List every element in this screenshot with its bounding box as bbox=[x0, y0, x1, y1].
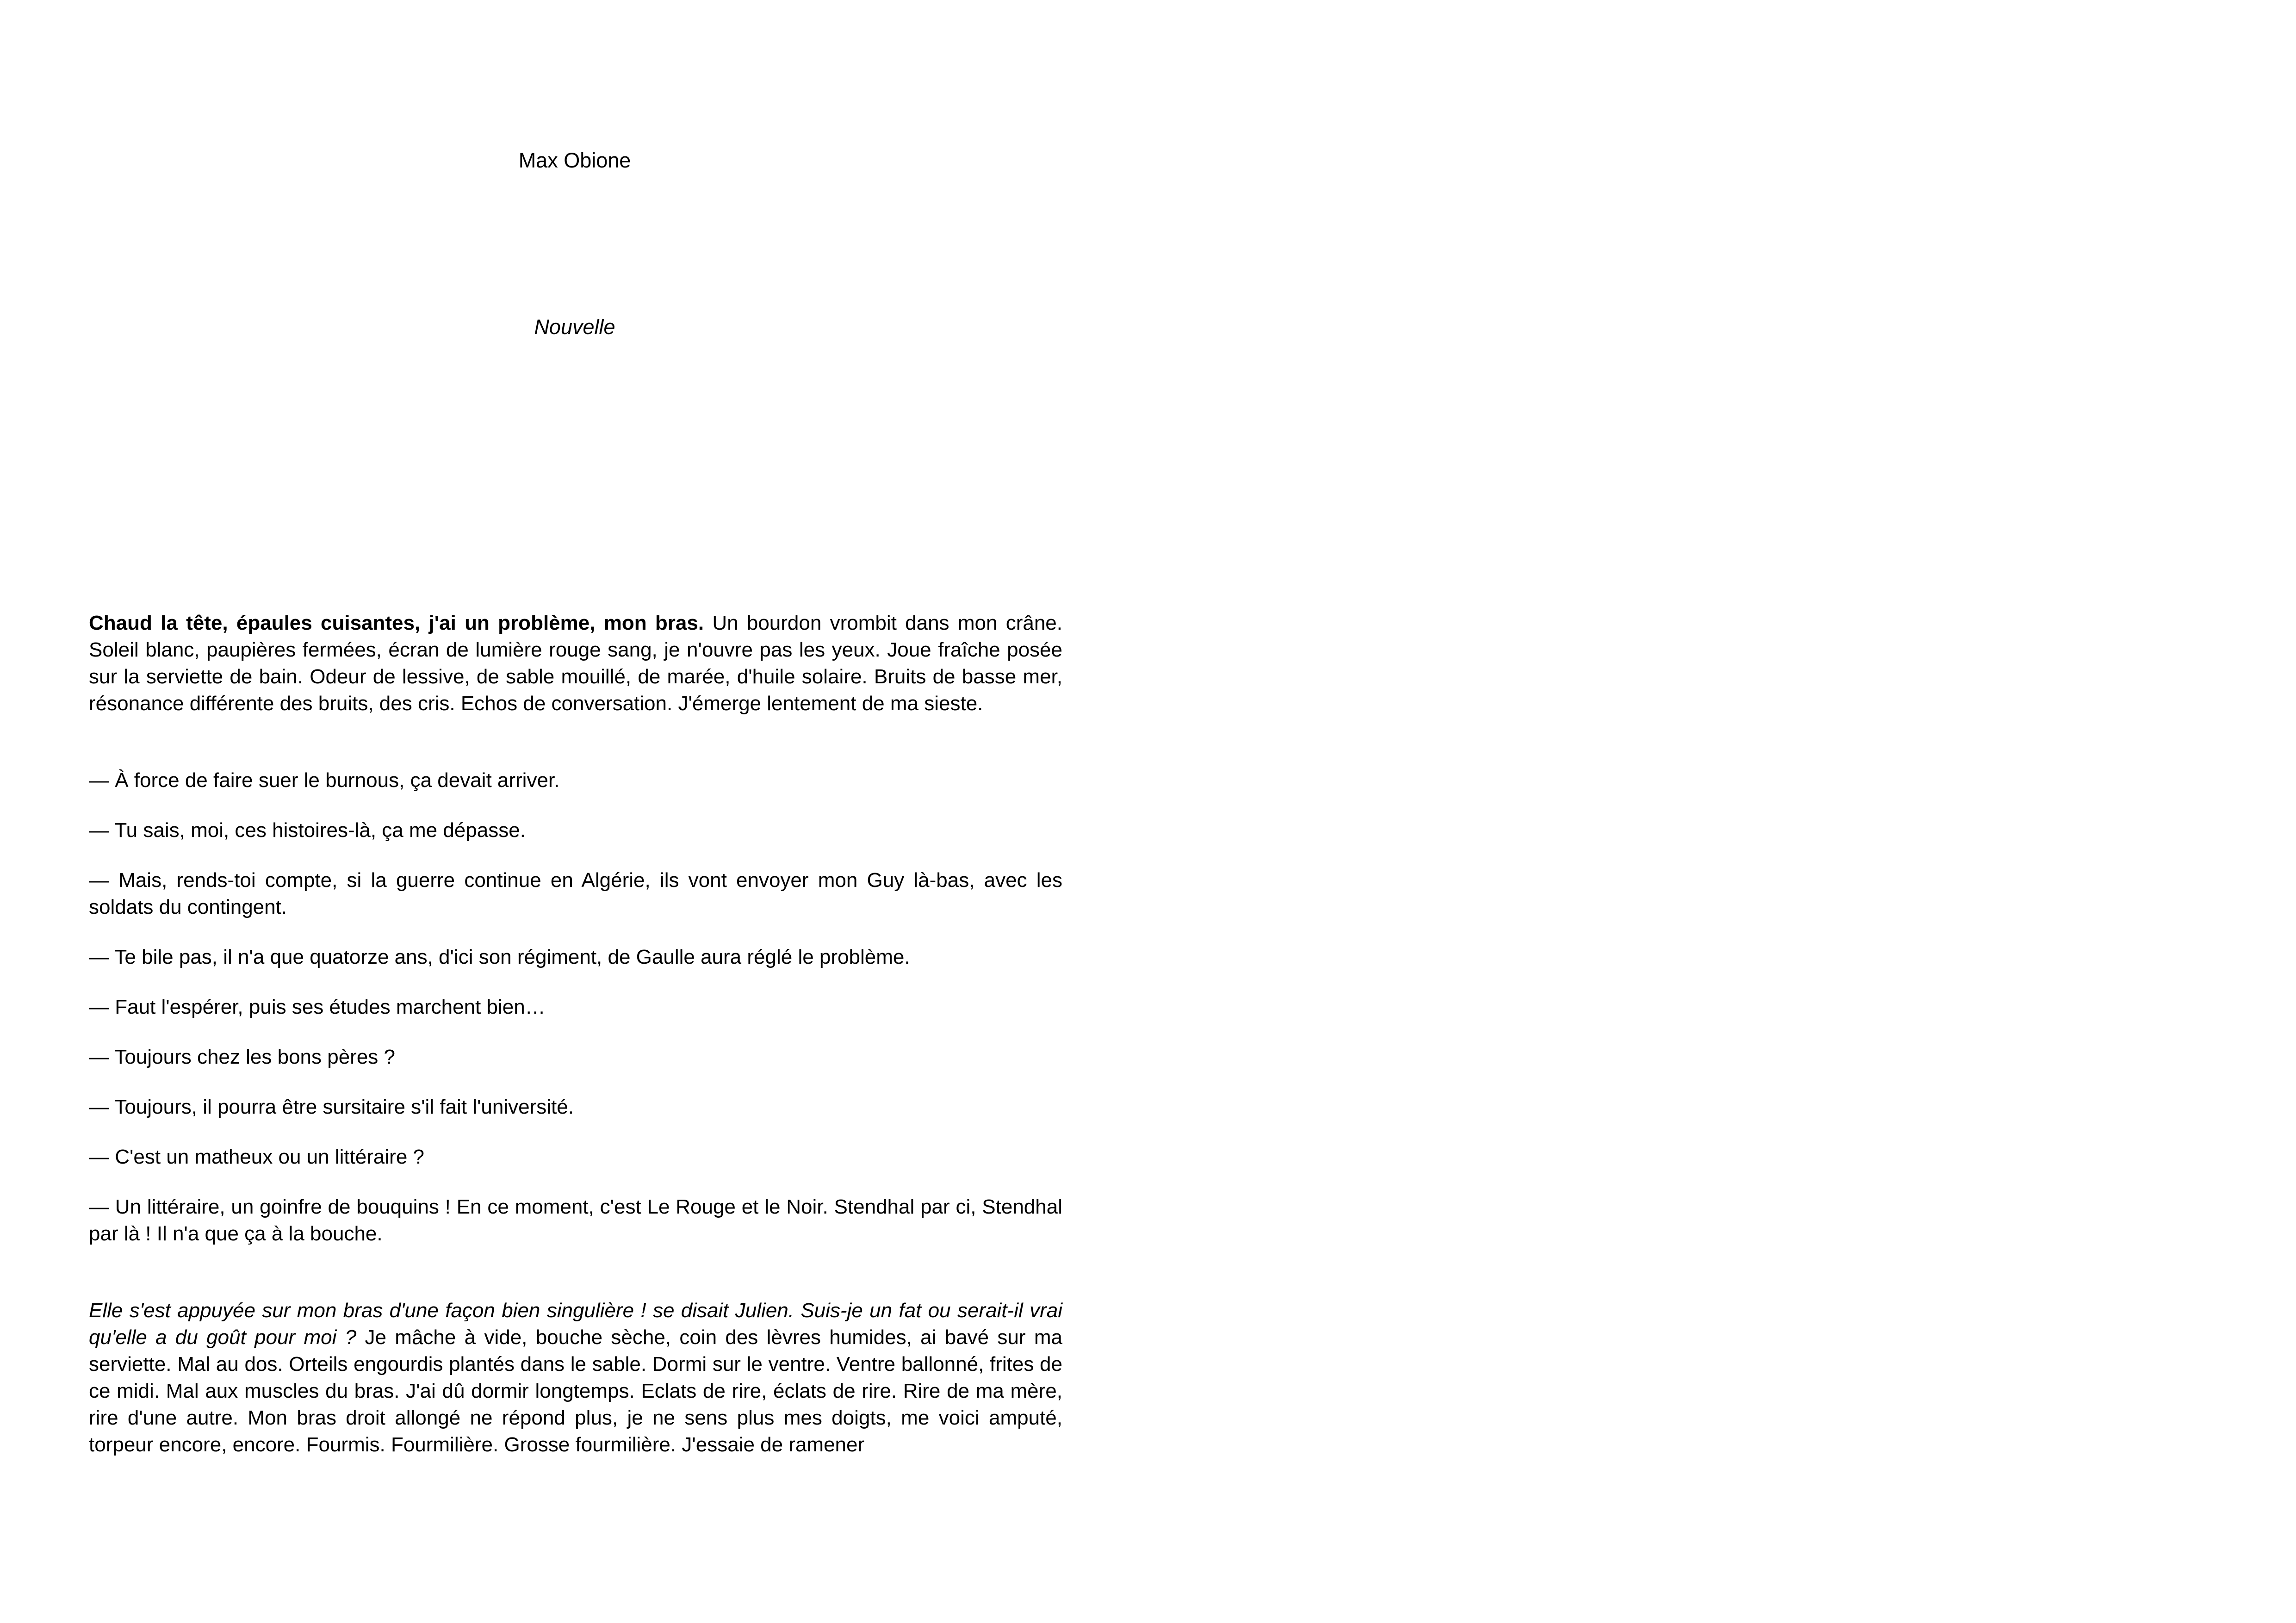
right-page bbox=[1148, 0, 2296, 1623]
closing-paragraph bbox=[89, 1297, 1062, 1458]
intro-text: Un bourdon vrombit dans mon crâne. Soleil blanc, paupières fermées, écran de lumière rouge sang, je n'ouvre pas les yeux. Joue fraîche posée sur la serviette de bain. Odeur de lessive, de sable mouillé, de marée, d'huile solaire. Bruits de basse mer, résonance différente des bruits, des cris. Echos de conversation. J'émerge lentement de ma sieste. bbox=[89, 612, 1062, 715]
intro-paragraph bbox=[89, 610, 1062, 717]
left-text-column bbox=[89, 610, 1062, 1481]
stendhal-quote: Elle s'est appuyée sur mon bras d'une façon bien singulière ! se disait Julien. Suis-je un fat ou serait-il vrai qu'elle a du goût pour moi ? bbox=[89, 1299, 1062, 1349]
intro-lead: Chaud la tête, épaules cuisantes, j'ai un problème, mon bras. bbox=[89, 612, 704, 634]
author-name: Max Obione bbox=[518, 149, 631, 172]
dialogue-line: — C'est un matheux ou un littéraire ? bbox=[89, 1146, 424, 1168]
dialogue-line: — Un littéraire, un goinfre de bouquins ! En ce moment, c'est Le Rouge et le Noir. Stendhal par ci, Stendhal par là ! Il n'a que ça à la bouche. bbox=[89, 1196, 1062, 1245]
dialogue-line: — Toujours chez les bons pères ? bbox=[89, 1046, 395, 1068]
genre-label: Nouvelle bbox=[534, 315, 615, 339]
dialogue-line: — Faut l'espérer, puis ses études marchent bien… bbox=[89, 996, 546, 1018]
closing-text: Je mâche à vide, bouche sèche, coin des lèvres humides, ai bavé sur ma serviette. Mal au dos. Orteils engourdis plantés dans le sable. Dormi sur le ventre. Ventre ballonné, frites de ce midi. Mal aux muscles du bras. J'ai dû dormir longtemps. Eclats de rire, éclats de rire. Rire de ma mère, rire d'une autre. Mon bras droit allongé ne répond plus, je ne sens plus mes doigts, me voici amputé, torpeur encore, encore. Fourmis. Fourmilière. Grosse fourmilière. J'essaie de ramener bbox=[89, 1326, 1062, 1456]
dialogue-line: — Mais, rends-toi compte, si la guerre continue en Algérie, ils vont envoyer mon Guy là-bas, avec les soldats du contingent. bbox=[89, 869, 1062, 918]
dialogue-line: — Toujours, il pourra être sursitaire s'il fait l'université. bbox=[89, 1096, 574, 1118]
dialogue-line: — Tu sais, moi, ces histoires-là, ça me dépasse. bbox=[89, 819, 526, 842]
dialogue-line: — Te bile pas, il n'a que quatorze ans, d'ici son régiment, de Gaulle aura réglé le problème. bbox=[89, 946, 910, 968]
dialogue-line: — À force de faire suer le burnous, ça devait arriver. bbox=[89, 769, 560, 792]
